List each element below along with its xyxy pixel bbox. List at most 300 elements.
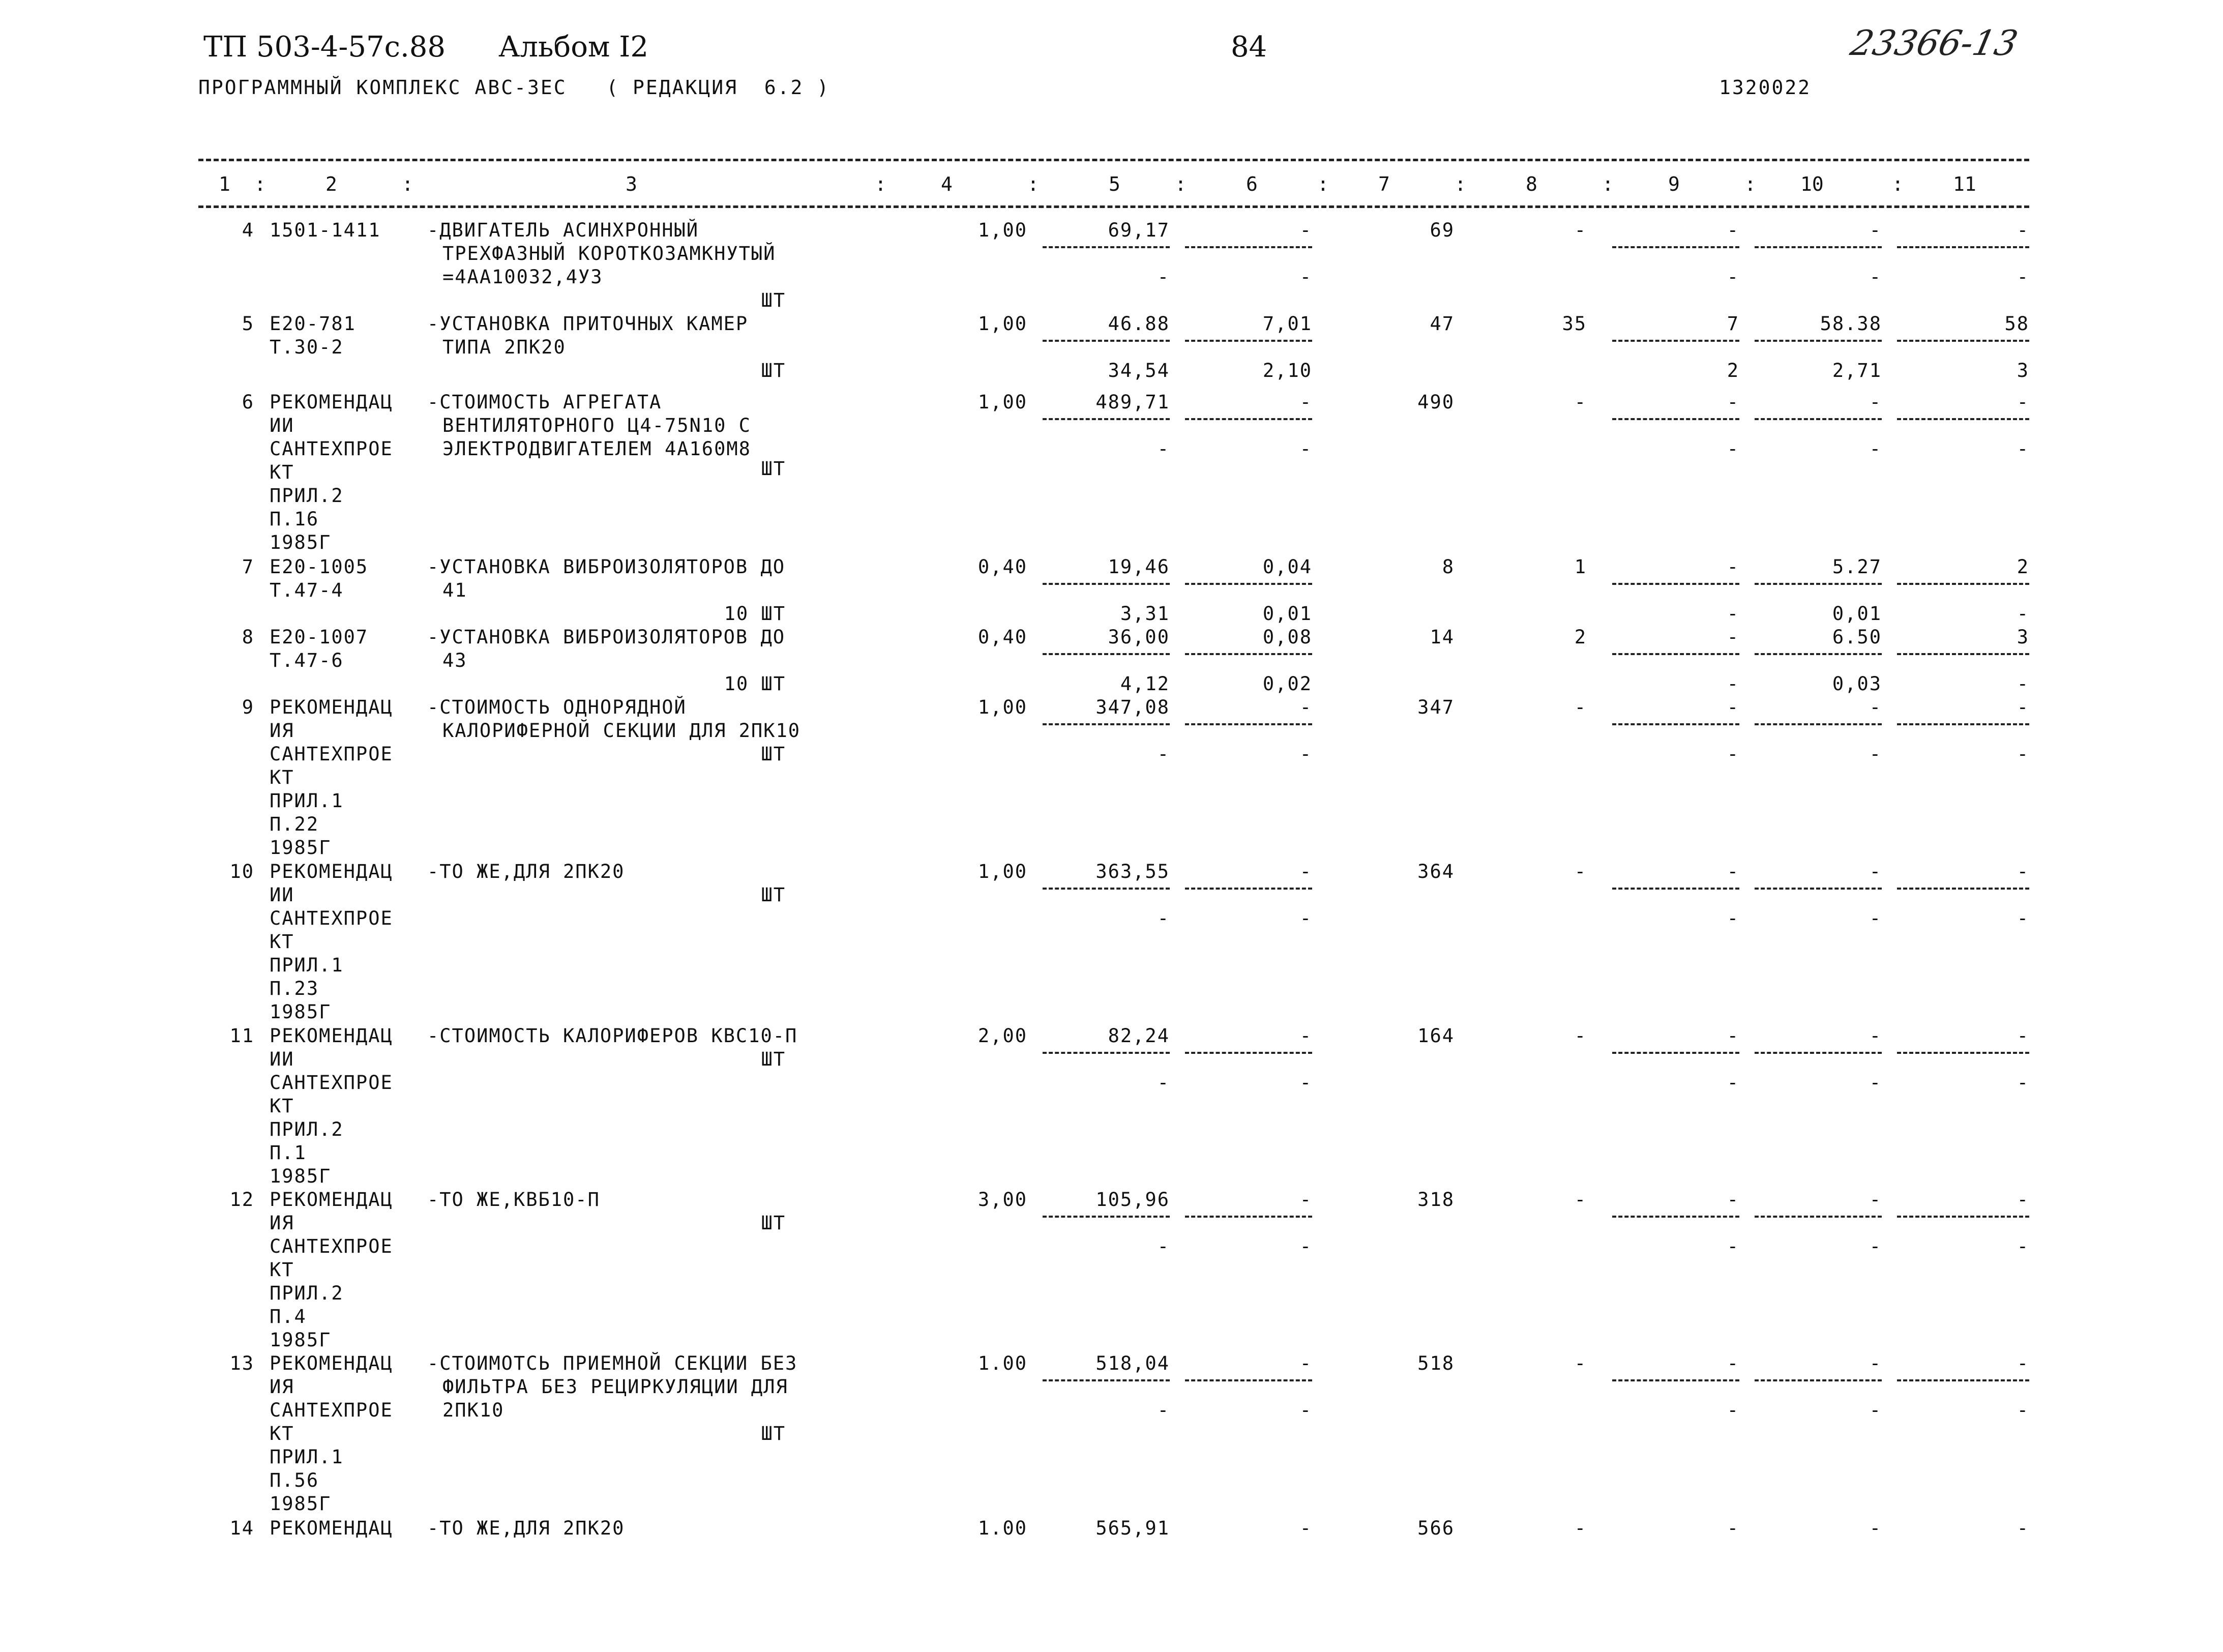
value-col-6: - xyxy=(1299,1189,1312,1211)
value-divider xyxy=(1897,583,2029,585)
rate-code: 1985Г xyxy=(270,837,332,859)
unit: ШТ xyxy=(761,884,786,906)
row-number: 12 xyxy=(229,1189,254,1211)
rate-code: Е20-1005 xyxy=(270,556,369,578)
value-col-9: - xyxy=(1727,1025,1739,1047)
rate-code: РЕКОМЕНДАЦ xyxy=(270,391,393,413)
rate-code: КТ xyxy=(270,931,294,953)
value-col-9-secondary: - xyxy=(1727,1072,1739,1094)
value-col-11-secondary: - xyxy=(2017,1072,2029,1094)
item-name: -ДВИГАТЕЛЬ АСИНХРОННЫЙ xyxy=(427,219,699,241)
value-divider xyxy=(1755,723,1882,725)
rate-code: КТ xyxy=(270,1423,294,1444)
column-separator: : xyxy=(1317,173,1329,195)
value-divider xyxy=(1612,1216,1739,1218)
value-divider xyxy=(1897,723,2029,725)
unit: ШТ xyxy=(761,360,786,381)
value-col-5: 82,24 xyxy=(1108,1025,1170,1047)
value-divider xyxy=(1897,1216,2029,1218)
value-divider xyxy=(1185,340,1312,342)
item-name: ЭЛЕКТРОДВИГАТЕЛЕМ 4А160М8 xyxy=(442,438,751,460)
item-name: -СТОИМОСТЬ КАЛОРИФЕРОВ КВС10-П xyxy=(427,1025,798,1047)
value-col-9: - xyxy=(1727,556,1739,578)
value-divider xyxy=(1612,723,1739,725)
value-divider xyxy=(1612,1379,1739,1381)
quantity: 3,00 xyxy=(977,1189,1027,1211)
value-col-5-secondary: 34,54 xyxy=(1108,360,1170,381)
value-col-10: 5.27 xyxy=(1832,556,1882,578)
value-col-8: - xyxy=(1574,391,1587,413)
value-col-5-secondary: - xyxy=(1157,1235,1170,1257)
rate-code: 1985Г xyxy=(270,532,332,553)
rate-code: РЕКОМЕНДАЦ xyxy=(270,1025,393,1047)
value-col-5-secondary: - xyxy=(1157,743,1170,765)
item-name: ТРЕХФАЗНЫЙ КОРОТКОЗАМКНУТЫЙ xyxy=(442,243,776,264)
rate-code: Е20-1007 xyxy=(270,626,369,648)
item-name: 2ПК10 xyxy=(442,1399,505,1421)
value-col-11-secondary: - xyxy=(2017,266,2029,288)
value-divider xyxy=(1043,340,1170,342)
rate-code: РЕКОМЕНДАЦ xyxy=(270,1189,393,1211)
value-col-9-secondary: - xyxy=(1727,603,1739,625)
value-col-5: 518,04 xyxy=(1095,1352,1170,1374)
value-col-8: 1 xyxy=(1574,556,1587,578)
rate-code: ИЯ xyxy=(270,1376,294,1398)
quantity: 2,00 xyxy=(977,1025,1027,1047)
value-col-8: - xyxy=(1574,219,1587,241)
rate-code: САНТЕХПРОЕ xyxy=(270,1072,393,1094)
value-col-6: - xyxy=(1299,391,1312,413)
row-number: 9 xyxy=(242,696,254,718)
value-col-9-secondary: - xyxy=(1727,743,1739,765)
value-col-10: - xyxy=(1869,1189,1882,1211)
value-divider xyxy=(1612,888,1739,890)
item-name: -ТО ЖЕ,КВБ10-П xyxy=(427,1189,600,1211)
value-col-7: 518 xyxy=(1417,1352,1455,1374)
value-col-11: - xyxy=(2017,1517,2029,1539)
value-col-5-secondary: - xyxy=(1157,1072,1170,1094)
value-col-5: 565,91 xyxy=(1095,1517,1170,1539)
rate-code: САНТЕХПРОЕ xyxy=(270,1235,393,1257)
value-col-10-secondary: - xyxy=(1869,907,1882,929)
column-header-6: 6 xyxy=(1246,173,1258,195)
value-col-11-secondary: - xyxy=(2017,907,2029,929)
value-divider xyxy=(1612,1052,1739,1054)
value-col-5-secondary: - xyxy=(1157,438,1170,460)
value-divider xyxy=(1043,1379,1170,1381)
value-divider xyxy=(1755,1216,1882,1218)
value-col-6-secondary: - xyxy=(1299,1399,1312,1421)
value-divider xyxy=(1755,1052,1882,1054)
value-col-10: - xyxy=(1869,219,1882,241)
value-col-5-secondary: 4,12 xyxy=(1120,673,1170,695)
value-col-5-secondary: - xyxy=(1157,907,1170,929)
value-col-7: 318 xyxy=(1417,1189,1455,1211)
item-name: -ТО ЖЕ,ДЛЯ 2ПК20 xyxy=(427,1517,625,1539)
value-col-11-secondary: - xyxy=(2017,1235,2029,1257)
quantity: 1,00 xyxy=(977,313,1027,335)
value-col-5: 69,17 xyxy=(1108,219,1170,241)
value-col-7: 347 xyxy=(1417,696,1455,718)
quantity: 0,40 xyxy=(977,556,1027,578)
value-col-10: 58.38 xyxy=(1820,313,1882,335)
value-divider xyxy=(1185,583,1312,585)
value-col-8: - xyxy=(1574,1189,1587,1211)
rate-code: ПРИЛ.2 xyxy=(270,1118,344,1140)
value-col-11-secondary: - xyxy=(2017,673,2029,695)
value-col-8: - xyxy=(1574,1517,1587,1539)
value-divider xyxy=(1612,653,1739,655)
value-divider xyxy=(1755,340,1882,342)
quantity: 0,40 xyxy=(977,626,1027,648)
quantity: 1,00 xyxy=(977,391,1027,413)
rate-code: П.23 xyxy=(270,978,319,999)
value-col-10: - xyxy=(1869,1517,1882,1539)
value-col-5-secondary: - xyxy=(1157,1399,1170,1421)
rate-code: РЕКОМЕНДАЦ xyxy=(270,1352,393,1374)
column-header-5: 5 xyxy=(1109,173,1120,195)
item-name: ТИПА 2ПК20 xyxy=(442,336,566,358)
value-divider xyxy=(1755,246,1882,248)
column-separator: : xyxy=(402,173,413,195)
item-name: =4АА10032,4У3 xyxy=(442,266,603,288)
rate-code: САНТЕХПРОЕ xyxy=(270,743,393,765)
value-col-5: 36,00 xyxy=(1108,626,1170,648)
column-header-11: 11 xyxy=(1953,173,1976,195)
quantity: 1.00 xyxy=(977,1352,1027,1374)
value-col-10: - xyxy=(1869,696,1882,718)
value-col-10-secondary: 0,01 xyxy=(1832,603,1882,625)
quantity: 1.00 xyxy=(977,1517,1027,1539)
value-col-8: 2 xyxy=(1574,626,1587,648)
value-col-6: - xyxy=(1299,219,1312,241)
rate-code: ИИ xyxy=(270,1048,294,1070)
row-number: 8 xyxy=(242,626,254,648)
value-col-9: - xyxy=(1727,1352,1739,1374)
rate-code: ПРИЛ.2 xyxy=(270,485,344,507)
value-divider xyxy=(1043,418,1170,420)
rate-code: ИИ xyxy=(270,884,294,906)
value-divider xyxy=(1897,888,2029,890)
rate-code: П.56 xyxy=(270,1469,319,1491)
value-col-9-secondary: 2 xyxy=(1727,360,1739,381)
item-name: 43 xyxy=(442,650,467,671)
value-col-11: 2 xyxy=(2017,556,2029,578)
value-divider xyxy=(1043,583,1170,585)
value-divider xyxy=(1185,1379,1312,1381)
rate-code: РЕКОМЕНДАЦ xyxy=(270,696,393,718)
rate-code: САНТЕХПРОЕ xyxy=(270,907,393,929)
value-col-5: 489,71 xyxy=(1095,391,1170,413)
column-separator: : xyxy=(1027,173,1039,195)
rate-code: П.16 xyxy=(270,508,319,530)
rate-code: 1985Г xyxy=(270,1165,332,1187)
value-col-9-secondary: - xyxy=(1727,1235,1739,1257)
value-col-9-secondary: - xyxy=(1727,266,1739,288)
column-header-1: 1 xyxy=(219,173,230,195)
value-col-9: - xyxy=(1727,626,1739,648)
value-col-9: - xyxy=(1727,1517,1739,1539)
column-separator: : xyxy=(1892,173,1904,195)
value-col-6-secondary: - xyxy=(1299,1072,1312,1094)
value-divider xyxy=(1755,653,1882,655)
value-col-7: 490 xyxy=(1417,391,1455,413)
quantity: 1,00 xyxy=(977,219,1027,241)
value-col-9: 7 xyxy=(1727,313,1739,335)
value-divider xyxy=(1185,246,1312,248)
value-divider xyxy=(1043,246,1170,248)
value-col-10-secondary: - xyxy=(1869,743,1882,765)
column-header-10: 10 xyxy=(1800,173,1824,195)
unit: 10 ШТ xyxy=(724,603,786,625)
value-divider xyxy=(1185,418,1312,420)
value-col-7: 164 xyxy=(1417,1025,1455,1047)
value-col-11-secondary: - xyxy=(2017,1399,2029,1421)
value-col-10-secondary: - xyxy=(1869,1399,1882,1421)
column-header-9: 9 xyxy=(1668,173,1680,195)
quantity: 1,00 xyxy=(977,696,1027,718)
value-col-5: 19,46 xyxy=(1108,556,1170,578)
item-name: ФИЛЬТРА БЕЗ РЕЦИРКУЛЯЦИИ ДЛЯ xyxy=(442,1376,788,1398)
rate-code: П.1 xyxy=(270,1142,307,1164)
value-col-9: - xyxy=(1727,391,1739,413)
value-divider xyxy=(1185,723,1312,725)
rate-code: КТ xyxy=(270,461,294,483)
value-col-9: - xyxy=(1727,861,1739,882)
value-col-10-secondary: - xyxy=(1869,266,1882,288)
column-separator: : xyxy=(1455,173,1466,195)
value-col-6-secondary: - xyxy=(1299,266,1312,288)
value-divider xyxy=(1043,723,1170,725)
rate-code: ИИ xyxy=(270,415,294,436)
value-col-9-secondary: - xyxy=(1727,673,1739,695)
value-col-8: - xyxy=(1574,1025,1587,1047)
value-divider xyxy=(1612,246,1739,248)
column-header-4: 4 xyxy=(941,173,953,195)
value-divider xyxy=(1897,340,2029,342)
value-col-5-secondary: - xyxy=(1157,266,1170,288)
item-name: 41 xyxy=(442,579,467,601)
value-col-11-secondary: 3 xyxy=(2017,360,2029,381)
row-number: 7 xyxy=(242,556,254,578)
rate-code: 1985Г xyxy=(270,1329,332,1351)
row-number: 10 xyxy=(229,861,254,882)
row-number: 5 xyxy=(242,313,254,335)
value-col-7: 8 xyxy=(1442,556,1455,578)
value-col-6-secondary: - xyxy=(1299,1235,1312,1257)
item-name: -СТОИМОСТЬ ОДНОРЯДНОЙ xyxy=(427,696,687,718)
value-divider xyxy=(1897,1379,2029,1381)
row-number: 4 xyxy=(242,219,254,241)
value-col-11: - xyxy=(2017,861,2029,882)
value-col-10: - xyxy=(1869,391,1882,413)
row-number: 11 xyxy=(229,1025,254,1047)
row-number: 13 xyxy=(229,1352,254,1374)
value-divider xyxy=(1185,888,1312,890)
value-col-10: - xyxy=(1869,861,1882,882)
rate-code: 1985Г xyxy=(270,1001,332,1023)
value-col-6: - xyxy=(1299,1352,1312,1374)
item-name: -УСТАНОВКА ВИБРОИЗОЛЯТОРОВ ДО xyxy=(427,556,786,578)
value-col-6-secondary: 0,02 xyxy=(1262,673,1312,695)
rate-code: ПРИЛ.1 xyxy=(270,954,344,976)
value-col-8: - xyxy=(1574,861,1587,882)
value-col-6-secondary: - xyxy=(1299,743,1312,765)
software-title: ПРОГРАММНЫЙ КОМПЛЕКС АВС-ЗЕС ( РЕДАКЦИЯ 6.2 ) xyxy=(198,76,831,99)
value-col-11-secondary: - xyxy=(2017,438,2029,460)
value-col-6: 7,01 xyxy=(1262,313,1312,335)
value-col-11: 58 xyxy=(2004,313,2029,335)
value-col-8: 35 xyxy=(1562,313,1587,335)
value-col-6: - xyxy=(1299,1517,1312,1539)
unit: ШТ xyxy=(761,743,786,765)
rate-code: САНТЕХПРОЕ xyxy=(270,1399,393,1421)
value-col-10: - xyxy=(1869,1352,1882,1374)
rate-code: ПРИЛ.2 xyxy=(270,1282,344,1304)
rate-code: 1501-1411 xyxy=(270,219,381,241)
value-col-10: 6.50 xyxy=(1832,626,1882,648)
rate-code: П.4 xyxy=(270,1306,307,1328)
rate-code: САНТЕХПРОЕ xyxy=(270,438,393,460)
rate-code: КТ xyxy=(270,766,294,788)
rate-code: Т.47-6 xyxy=(270,650,344,671)
value-col-10-secondary: 0,03 xyxy=(1832,673,1882,695)
value-col-10-secondary: - xyxy=(1869,1235,1882,1257)
value-divider xyxy=(1043,1216,1170,1218)
unit: ШТ xyxy=(761,458,786,480)
item-name: ВЕНТИЛЯТОРНОГО Ц4-75N10 С xyxy=(442,415,751,436)
value-col-9-secondary: - xyxy=(1727,907,1739,929)
value-col-11: - xyxy=(2017,391,2029,413)
value-col-9-secondary: - xyxy=(1727,438,1739,460)
unit: ШТ xyxy=(761,289,786,311)
rate-code: ИЯ xyxy=(270,720,294,742)
unit: ШТ xyxy=(761,1423,786,1444)
column-header-7: 7 xyxy=(1378,173,1390,195)
value-divider xyxy=(1043,888,1170,890)
value-col-7: 364 xyxy=(1417,861,1455,882)
rate-code: ПРИЛ.1 xyxy=(270,790,344,812)
value-divider xyxy=(1755,1379,1882,1381)
quantity: 1,00 xyxy=(977,861,1027,882)
value-col-5: 363,55 xyxy=(1095,861,1170,882)
rate-code: Т.30-2 xyxy=(270,336,344,358)
value-col-11: - xyxy=(2017,1189,2029,1211)
value-col-5: 347,08 xyxy=(1095,696,1170,718)
value-divider xyxy=(1185,1216,1312,1218)
value-col-9: - xyxy=(1727,1189,1739,1211)
value-col-10-secondary: - xyxy=(1869,438,1882,460)
value-col-8: - xyxy=(1574,696,1587,718)
column-header-8: 8 xyxy=(1526,173,1537,195)
rate-code: РЕКОМЕНДАЦ xyxy=(270,861,393,882)
value-divider xyxy=(1755,583,1882,585)
value-col-7: 47 xyxy=(1430,313,1455,335)
value-col-9-secondary: - xyxy=(1727,1399,1739,1421)
value-col-6-secondary: 0,01 xyxy=(1262,603,1312,625)
row-number: 6 xyxy=(242,391,254,413)
item-name: -СТОИМОСТЬ АГРЕГАТА xyxy=(427,391,662,413)
value-col-11: - xyxy=(2017,1025,2029,1047)
value-divider xyxy=(1043,1052,1170,1054)
column-header-2: 2 xyxy=(325,173,337,195)
rate-code: 1985Г xyxy=(270,1493,332,1515)
column-separator: : xyxy=(254,173,266,195)
unit: ШТ xyxy=(761,1048,786,1070)
rate-code: ИЯ xyxy=(270,1212,294,1234)
item-name: -УСТАНОВКА ВИБРОИЗОЛЯТОРОВ ДО xyxy=(427,626,786,648)
page-number: 84 xyxy=(1231,31,1267,64)
value-col-6-secondary: - xyxy=(1299,438,1312,460)
value-col-9: - xyxy=(1727,696,1739,718)
item-name: КАЛОРИФЕРНОЙ СЕКЦИИ ДЛЯ 2ПК10 xyxy=(442,720,801,742)
value-col-6: - xyxy=(1299,696,1312,718)
value-divider xyxy=(1612,418,1739,420)
value-col-7: 566 xyxy=(1417,1517,1455,1539)
item-name: -УСТАНОВКА ПРИТОЧНЫХ КАМЕР xyxy=(427,313,749,335)
value-col-6: 0,04 xyxy=(1262,556,1312,578)
column-separator: : xyxy=(1602,173,1614,195)
value-col-10: - xyxy=(1869,1025,1882,1047)
value-divider xyxy=(1897,653,2029,655)
value-divider xyxy=(1612,340,1739,342)
handwritten-id: 23366-13 xyxy=(1847,23,2022,64)
value-divider xyxy=(1043,653,1170,655)
value-col-11: 3 xyxy=(2017,626,2029,648)
value-col-11: - xyxy=(2017,1352,2029,1374)
column-header-3: 3 xyxy=(626,173,637,195)
value-col-8: - xyxy=(1574,1352,1587,1374)
value-col-9: - xyxy=(1727,219,1739,241)
item-name: -ТО ЖЕ,ДЛЯ 2ПК20 xyxy=(427,861,625,882)
value-col-11-secondary: - xyxy=(2017,743,2029,765)
value-col-5: 46.88 xyxy=(1108,313,1170,335)
rate-code: КТ xyxy=(270,1259,294,1281)
doc-code: ТП 503-4-57с.88 xyxy=(203,31,446,64)
value-col-11: - xyxy=(2017,696,2029,718)
value-divider xyxy=(1185,1052,1312,1054)
value-col-5-secondary: 3,31 xyxy=(1120,603,1170,625)
rate-code: Т.47-4 xyxy=(270,579,344,601)
value-col-11: - xyxy=(2017,219,2029,241)
value-divider xyxy=(1897,418,2029,420)
value-col-6: - xyxy=(1299,1025,1312,1047)
album-label: Альбом I2 xyxy=(498,31,649,64)
item-name: -СТОИМОТСЬ ПРИЕМНОЙ СЕКЦИИ БЕЗ xyxy=(427,1352,798,1374)
value-col-5: 105,96 xyxy=(1095,1189,1170,1211)
value-col-6: 0,08 xyxy=(1262,626,1312,648)
value-col-6-secondary: - xyxy=(1299,907,1312,929)
value-divider xyxy=(1897,246,2029,248)
value-col-10-secondary: - xyxy=(1869,1072,1882,1094)
rate-code: РЕКОМЕНДАЦ xyxy=(270,1517,393,1539)
unit: 10 ШТ xyxy=(724,673,786,695)
value-col-6: - xyxy=(1299,861,1312,882)
value-col-11-secondary: - xyxy=(2017,603,2029,625)
row-number: 14 xyxy=(229,1517,254,1539)
column-separator: : xyxy=(1175,173,1187,195)
column-separator: : xyxy=(875,173,886,195)
column-separator: : xyxy=(1744,173,1756,195)
rate-code: КТ xyxy=(270,1095,294,1117)
value-divider xyxy=(1185,653,1312,655)
rate-code: Е20-781 xyxy=(270,313,356,335)
value-divider xyxy=(1897,1052,2029,1054)
doc-id: 1320022 xyxy=(1719,76,1812,99)
value-divider xyxy=(1755,418,1882,420)
rate-code: П.22 xyxy=(270,813,319,835)
value-col-7: 14 xyxy=(1430,626,1455,648)
